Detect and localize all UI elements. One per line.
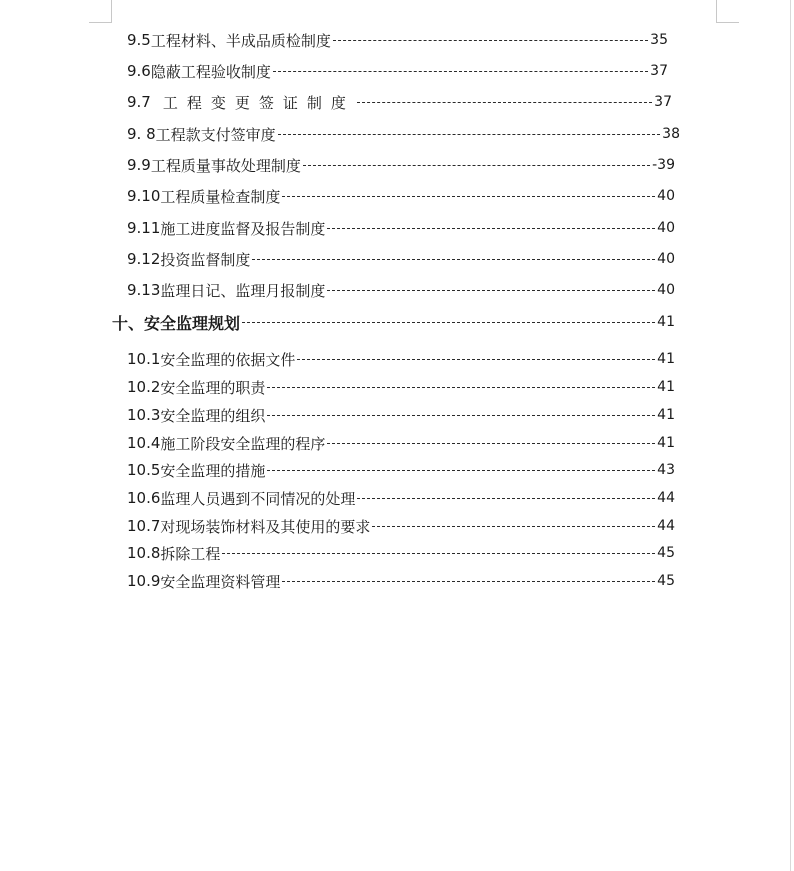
toc-entry-title: 监理日记、监理月报制度 [160,281,326,300]
toc-dot-leader [222,552,655,554]
toc-entry-number: 9. 8 [127,125,156,143]
toc-entry-number: 10.7 [127,517,161,535]
toc-entry-9-12[interactable] [127,247,675,271]
toc-entry-10-9[interactable] [127,569,675,593]
toc-entry-title: 安全监理的职责 [160,378,266,397]
toc-entry-number: 10.2 [127,378,161,396]
page-corner-mark-top-right [716,0,739,23]
toc-entry-page: 43 [657,462,675,478]
toc-dot-leader [267,386,655,388]
toc-entry-number: 9.5 [127,31,151,49]
toc-dot-leader [282,580,655,582]
toc-dot-leader [282,195,655,197]
toc-dot-leader [327,442,655,444]
toc-entry-title: 安全监理的措施 [160,461,266,480]
toc-entry-9-11[interactable] [127,216,675,240]
toc-entry-9-8[interactable] [127,122,680,146]
toc-entry-title: 监理人员遇到不同情况的处理 [160,489,356,508]
toc-entry-number: 9.9 [127,156,151,174]
toc-entry-10-8[interactable] [127,541,675,565]
toc-entry-page: 40 [657,251,675,267]
toc-dot-leader [273,70,648,72]
toc-entry-page: -39 [652,157,675,173]
toc-entry-page: 41 [657,407,675,423]
toc-entry-number: 10.6 [127,489,161,507]
page-edge-line [790,0,791,871]
toc-chapter-title: 安全监理规划 [144,313,241,333]
toc-dot-leader [278,133,661,135]
toc-entry-page: 41 [657,435,675,451]
toc-dot-leader [252,258,655,260]
toc-dot-leader [357,497,655,499]
toc-dot-leader [242,321,655,323]
toc-entry-title: 施工进度监督及报告制度 [160,219,326,238]
toc-entry-9-5[interactable] [127,28,668,52]
toc-entry-title: 工程质量事故处理制度 [150,156,301,175]
toc-entry-number: 10.1 [127,350,161,368]
toc-entry-page: 37 [650,63,668,79]
toc-chapter-10[interactable] [112,310,675,334]
toc-entry-page: 41 [657,379,675,395]
toc-entry-number: 9.10 [127,187,161,205]
toc-entry-title: 隐蔽工程验收制度 [150,62,271,81]
toc-entry-title: 投资监督制度 [160,250,251,269]
toc-entry-number: 10.5 [127,461,161,479]
toc-entry-title: 安全监理的依据文件 [160,350,296,369]
toc-dot-leader [327,227,655,229]
toc-entry-page: 40 [657,188,675,204]
toc-entry-number: 9.11 [127,219,161,237]
toc-entry-title: 工程款支付签审度 [155,125,276,144]
toc-dot-leader [297,358,655,360]
toc-entry-page: 45 [657,545,675,561]
toc-entry-page: 37 [654,94,672,110]
toc-entry-number: 9.12 [127,250,161,268]
toc-entry-9-13[interactable] [127,278,675,302]
toc-dot-leader [267,414,655,416]
toc-entry-page: 41 [657,314,675,330]
toc-dot-leader [267,469,655,471]
toc-entry-title: 安全监理的组织 [160,406,266,425]
page-corner-mark-top-left [89,0,112,23]
toc-entry-page: 41 [657,351,675,367]
toc-chapter-number: 十、 [112,313,145,333]
toc-entry-9-7[interactable] [127,90,672,114]
toc-entry-number: 9.13 [127,281,161,299]
toc-entry-10-7[interactable] [127,514,675,538]
toc-entry-10-5[interactable] [127,458,675,482]
toc-entry-page: 45 [657,573,675,589]
toc-entry-10-6[interactable] [127,486,675,510]
toc-entry-number: 10.4 [127,434,161,452]
toc-entry-title: 工程材料、半成品质检制度 [150,31,331,50]
toc-dot-leader [333,39,648,41]
toc-entry-10-2[interactable] [127,375,675,399]
toc-entry-title: 对现场装饰材料及其使用的要求 [160,517,371,536]
toc-dot-leader [303,164,650,166]
toc-entry-number: 10.9 [127,572,161,590]
toc-entry-10-3[interactable] [127,403,675,427]
toc-entry-number: 10.8 [127,544,161,562]
toc-entry-title: 工程变更签证制度 [162,93,355,112]
toc-entry-page: 35 [650,32,668,48]
toc-entry-page: 44 [657,490,675,506]
toc-entry-10-4[interactable] [127,431,675,455]
toc-dot-leader [327,289,655,291]
toc-entry-number: 9.7 [127,93,151,111]
toc-dot-leader [357,101,652,103]
toc-entry-number: 9.6 [127,62,151,80]
toc-entry-page: 38 [662,126,680,142]
toc-dot-leader [372,525,655,527]
toc-entry-page: 40 [657,220,675,236]
toc-entry-page: 44 [657,518,675,534]
toc-entry-title: 拆除工程 [160,544,221,563]
toc-entry-title: 工程质量检查制度 [160,187,281,206]
toc-entry-10-1[interactable] [127,347,675,371]
toc-entry-number: 10.3 [127,406,161,424]
toc-entry-page: 40 [657,282,675,298]
toc-entry-9-6[interactable] [127,59,668,83]
toc-entry-9-10[interactable] [127,184,675,208]
toc-entry-title: 安全监理资料管理 [160,572,281,591]
toc-entry-9-9[interactable] [127,153,675,177]
toc-entry-title: 施工阶段安全监理的程序 [160,434,326,453]
